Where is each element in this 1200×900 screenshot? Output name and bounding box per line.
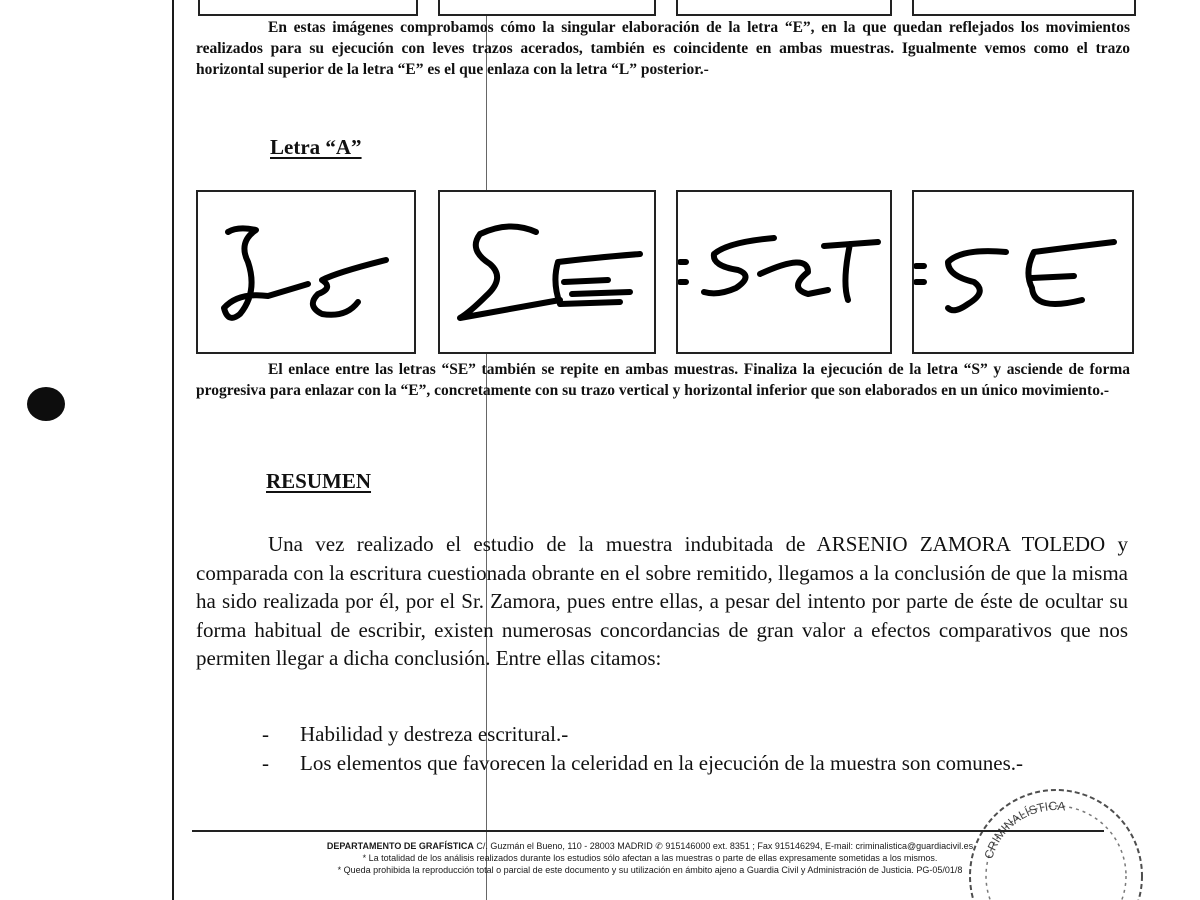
handwriting-sample-2 bbox=[440, 192, 654, 352]
paragraph-se-link: El enlace entre las letras “SE” también se repite en ambas muestras. Finaliza la ejecución de la letra “S” y asciende de forma progresiva para enlazar con la “E”, concretamente con su trazo vertical y horizontal inferior que son elaborados en un único movimiento.- bbox=[196, 361, 1130, 399]
heading-resumen: RESUMEN bbox=[266, 469, 372, 493]
previous-sample-box bbox=[676, 0, 892, 16]
summary-paragraph: Una vez realizado el estudio de la muestra indubitada de ARSENIO ZAMORA TOLEDO y comparada con la escritura cuestionada obrante en el sobre remitido, llegamos a la conclusión de que la misma ha sido realizada por él, por el Sr. Zamora, pues entre ellas, a pesar del intento por parte de éste de ocultar su forma habitual de escribir, existen numerosas concordancias de gran valor a efectos comparativos que nos permiten llegar a dicha conclusión. Entre ellas citamos: bbox=[196, 532, 1128, 670]
bullet-dash: - bbox=[262, 722, 269, 746]
previous-sample-box bbox=[438, 0, 656, 16]
previous-sample-box bbox=[912, 0, 1136, 16]
list-item bbox=[262, 749, 1128, 778]
official-stamp bbox=[960, 778, 1150, 900]
handwriting-sample-4 bbox=[914, 192, 1132, 352]
handwriting-sample-3 bbox=[678, 192, 890, 352]
bullet-dash: - bbox=[262, 750, 269, 775]
list-item bbox=[262, 720, 1128, 749]
footer-department: DEPARTAMENTO DE GRAFÍSTICA bbox=[326, 841, 474, 851]
footer-note-1: * La totalidad de los análisis realizados durante los estudios sólo afectan a las muestras o parte de ellas expresamente sometidas a los mismos. bbox=[362, 853, 938, 863]
previous-sample-box bbox=[198, 0, 418, 16]
hole-punch bbox=[27, 387, 65, 421]
left-margin-line bbox=[172, 0, 174, 900]
stamp-text: CRIMINALÍSTICA bbox=[981, 798, 1066, 861]
heading-letra-a: Letra “A” bbox=[270, 135, 362, 159]
footer-note-2: * Queda prohibida la reproducción total o parcial de este documento y su utilización en ámbito ajeno a Guardia Civil y Administración de Justicia. bbox=[337, 865, 914, 875]
footer-document-code: PG-05/01/8 bbox=[916, 865, 963, 875]
handwriting-sample-1 bbox=[198, 192, 414, 352]
conclusion-list bbox=[262, 720, 1128, 777]
list-item-text: Los elementos que favorecen la celeridad en la ejecución de la muestra son comunes.- bbox=[300, 750, 1024, 775]
list-item-text: Habilidad y destreza escritural.- bbox=[300, 722, 569, 746]
svg-text:CRIMINALÍSTICA bbox=[981, 799, 1065, 861]
paragraph-letter-e: En estas imágenes comprobamos cómo la singular elaboración de la letra “E”, en la que quedan reflejados los movimientos realizados para su ejecución con leves trazos acerados, también es coincidente en ambas muestras. Igualmente vemos como el trazo horizontal superior de la letra “E” es el que enlaza con la letra “L” posterior.- bbox=[196, 19, 1130, 78]
sample-se-2 bbox=[438, 190, 656, 354]
footer-address: C/. Guzmán el Bueno, 110 - 28003 MADRID ✆ 915146000 ext. 8351 ; Fax 915146294, E-mail: criminalistica@guardiacivil.es bbox=[476, 841, 974, 851]
sample-se-1 bbox=[196, 190, 416, 354]
sample-se-4 bbox=[912, 190, 1134, 354]
sample-se-3 bbox=[676, 190, 892, 354]
